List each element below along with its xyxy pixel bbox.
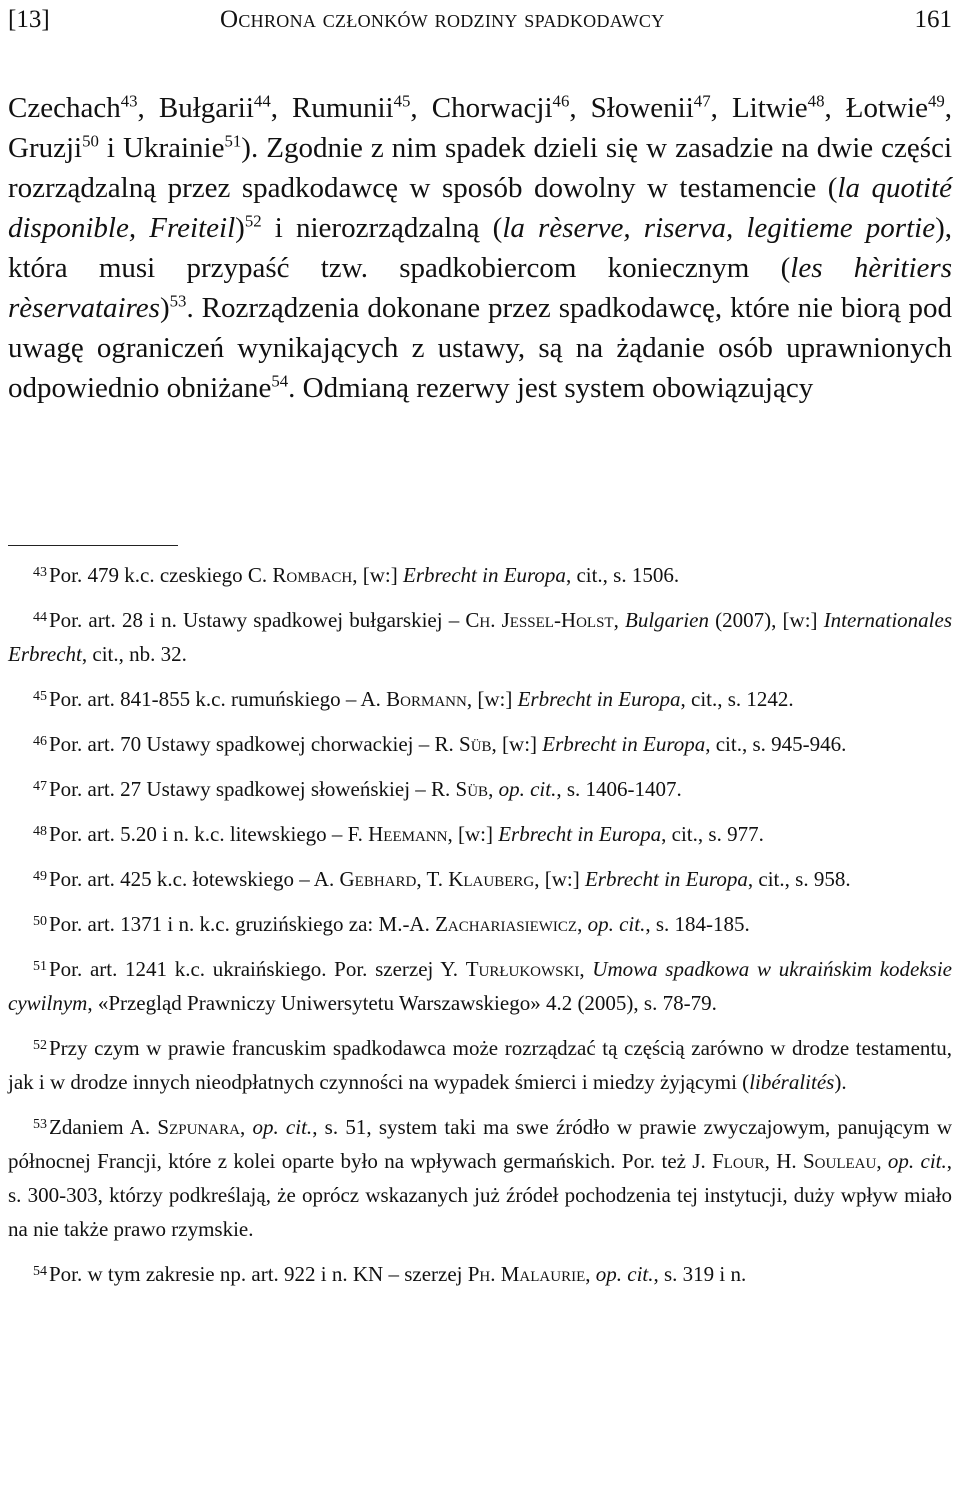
text-run: , Chorwacji: [410, 92, 553, 124]
footnote-ref[interactable]: 47: [693, 91, 711, 111]
footnote-48: $^{48}$Por. art. 5.20 i n. k.c. litewskiego – F. Heemann, [w:] Erbrecht in Europa, cit., s. 977.: [33, 822, 764, 846]
text-run: ): [159, 292, 170, 324]
page-number: 161: [914, 6, 952, 33]
footnote-ref[interactable]: 51: [224, 131, 242, 151]
footnote-52: $^{52}$Przy czym w prawie francuskim spadkodawca może rozrządzać tą częścią zarówno w drodze testamentu, jak i w drodze innych nieodpłatnych czynności na wypadek śmierci i miedzy żyjącymi (libéralités).: [8, 1036, 952, 1094]
footnote-49: $^{49}$Por. art. 425 k.c. łotewskiego – A. Gebhard, T. Klauberg, [w:] Erbrecht in Europa, cit., s. 958.: [33, 867, 851, 891]
footnote-ref[interactable]: 54: [271, 371, 289, 391]
text-run: , Słowenii: [569, 92, 694, 124]
footnote-ref[interactable]: 45: [393, 91, 411, 111]
footnote-separator: [8, 545, 178, 546]
text-run: , Rumunii: [270, 92, 394, 124]
footnote-45: $^{45}$Por. art. 841-855 k.c. rumuńskiego – A. Bormann, [w:] Erbrecht in Europa, cit., s. 1242.: [33, 687, 794, 711]
footnote-50: $^{50}$Por. art. 1371 i n. k.c. gruzińskiego za: M.-A. Zachariasiewicz, op. cit., s. 184-185.: [33, 912, 750, 936]
footnote-43: $^{43}$Por. 479 k.c. czeskiego C. Rombach, [w:] Erbrecht in Europa, cit., s. 1506.: [33, 563, 680, 587]
footnote-44: $^{44}$Por. art. 28 i n. Ustawy spadkowej bułgarskiej – Ch. Jessel-Holst, Bulgarien (2007), [w:] Internationales Erbrecht, cit., nb. 32.: [8, 608, 953, 666]
footnote-46: $^{46}$Por. art. 70 Ustawy spadkowej chorwackiej – R. Süb, [w:] Erbrecht in Europa, cit., s. 945-946.: [33, 732, 847, 756]
footnote-ref[interactable]: 50: [82, 131, 99, 151]
footnote-ref[interactable]: 46: [552, 91, 570, 111]
footnote-ref[interactable]: 43: [120, 91, 138, 111]
text-run: ): [235, 212, 245, 244]
italic-term: la quotité disponible, Freiteil: [8, 172, 953, 244]
running-header: [8, 0, 952, 40]
section-number: [13]: [8, 6, 50, 33]
text-run: , Gruzji: [8, 92, 953, 164]
text-run: i Ukrainie: [98, 132, 225, 164]
footnote-ref[interactable]: 53: [169, 291, 187, 311]
footnote-ref[interactable]: 52: [244, 211, 262, 231]
text-run: ). Zgodnie z nim spadek dzieli się w zasadzie na dwie części rozrządzalną przez spadkodawcę w sposób dowolny w testamencie (: [8, 132, 952, 204]
footnote-53: $^{53}$Zdaniem A. Szpunara, op. cit., s. 51, system taki ma swe źródło w prawie zwyczajowym, panującym w północnej Francji, które z kolei oparte było na wpływach germańskich. Por. też J. Flour, H. Souleau, op. cit., s. 300-303, którzy podkreślają, że oprócz wskazanych już źródeł pochodzenia tej instytucji, duży wpływ miało na nie także prawo rzymskie.: [8, 1115, 953, 1241]
footnote-ref[interactable]: 49: [927, 91, 945, 111]
footnote-ref[interactable]: 44: [253, 91, 271, 111]
text-run: . Odmianą rezerwy jest system obowiązujący: [288, 372, 814, 404]
text-run: , Litwie: [710, 92, 808, 124]
footnote-51: $^{51}$Por. art. 1241 k.c. ukraińskiego. Por. szerzej Y. Turłukowski, Umowa spadkowa w ukraińskim kodeksie cywilnym, «Przegląd Prawniczy Uniwersytetu Warszawskiego» 4.2 (2005), s. 78-79.: [8, 957, 952, 1015]
text-run: , Bułgarii: [137, 92, 254, 124]
footnote-54: $^{54}$Por. w tym zakresie np. art. 922 i n. KN – szerzej Ph. Malaurie, op. cit., s. 319 i n.: [33, 1262, 747, 1286]
footnote-ref[interactable]: 48: [807, 91, 825, 111]
footnote-47: $^{47}$Por. art. 27 Ustawy spadkowej słoweńskiej – R. Süb, op. cit., s. 1406-1407.: [33, 777, 682, 801]
text-run: , Łotwie: [824, 92, 928, 124]
running-title: Ochrona członków rodziny spadkodawcy: [220, 6, 665, 33]
text-run: i nierozrządzalną (: [261, 212, 503, 244]
text-run: ), która musi przypaść tzw. spadkobiercom koniecznym (: [8, 212, 952, 284]
italic-term: la rèserve, riserva, legitieme portie: [502, 212, 936, 244]
main-paragraph: [8, 88, 952, 408]
footnotes: [8, 556, 952, 1300]
italic-term: les hèritiers rèservataires: [8, 252, 952, 324]
text-run: . Rozrządzenia dokonane przez spadkodawcę, które nie biorą pod uwagę ograniczeń wynikających z ustawy, są na żądanie osób uprawnionych odpowiednio obniżane: [8, 292, 952, 404]
text-run: Czechach: [8, 92, 121, 124]
